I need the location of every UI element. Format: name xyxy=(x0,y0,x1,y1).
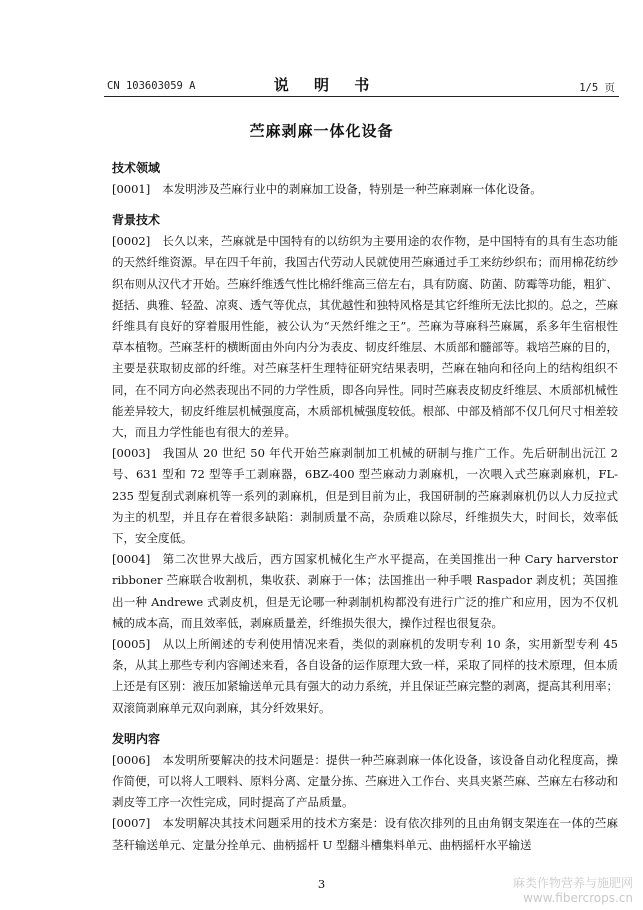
paragraph xyxy=(112,231,618,443)
paragraph-text: 我国从 20 世纪 50 年代开始苎麻剥制加工机械的研制与推广工作。先后研制出沅江 2 号、631 型和 72 型等手工剥麻器，6BZ-400 型苎麻动力剥麻机，一次喂入式苎麻剥麻机，FL-235 型复刮式剥麻机等一系列的剥麻机，但是到目前为止，我国研制的苎麻剥麻机仍以人力反拉式为主的机型，并且存在着很多缺陷：剥制质量不高，杂质难以除尽，纤维损失大，时间长，效率低下，安全度低。 xyxy=(112,446,618,546)
paragraph-text: 长久以来，苎麻就是中国特有的以纺织为主要用途的农作物，是中国特有的具有生态功能的天然纤维资源。早在四千年前，我国古代劳动人民就使用苎麻通过手工来纺纱织布；而用棉花纺纱织布则从汉代才开始。苎麻纤维透气性比棉纤维高三倍左右，具有防腐、防菌、防霉等功能，粗犷、挺括、典雅、轻盈、凉爽、透气等优点，其优越性和独特风格是其它纤维所无法比拟的。总之，苎麻纤维具有良好的穿着服用性能，被公认为“天然纤维之王”。苎麻为荨麻科苎麻属，系多年生宿根性草本植物。苎麻茎杆的横断面由外向内分为表皮、韧皮纤维层、木质部和髓部等。栽培苎麻的目的，主要是获取韧皮部的纤维。对苎麻茎杆生理特征研究结果表明，苎麻在轴向和径向上的结构组织不同，在不同方向必然表现出不同的力学性质，即各向异性。同时苎麻表皮韧皮纤维层、木质部机械性能差异较大，韧皮纤维层机械强度高，木质部机械强度较低。根部、中部及梢部不仅几何尺寸相差较大，而且力学性能也有很大的差异。 xyxy=(112,234,618,440)
paragraph-number: [0007] xyxy=(112,816,151,831)
site-watermark xyxy=(513,876,633,906)
paragraph-number: [0003] xyxy=(112,446,151,461)
paragraph xyxy=(112,634,618,719)
document-title: 苎麻剥麻一体化设备 xyxy=(249,122,394,140)
watermark-url: www.fibercrops.cn xyxy=(523,891,633,905)
paragraph xyxy=(112,750,618,814)
publication-number: CN 103603059 A xyxy=(107,80,196,92)
page-number: 3 xyxy=(317,877,326,891)
document-body xyxy=(112,158,618,856)
paragraph xyxy=(112,179,618,200)
section-heading: 背景技术 xyxy=(112,213,161,228)
paragraph-number: [0006] xyxy=(112,752,151,767)
section-heading: 发明内容 xyxy=(112,731,161,746)
header-rule xyxy=(104,96,619,97)
page-of-indicator: 1/5 页 xyxy=(579,82,615,94)
paragraph-text: 从以上所阐述的专利使用情况来看，类似的剥麻机的发明专利 10 条，实用新型专利 45 条，从其上那些专利内容阐述来看，各自设备的运作原理大致一样，采取了同样的技术原理，但本质上还是有区别：液压加紧输送单元具有强大的动力系统，并且保证苎麻完整的剥离，提高其利用率；双滚筒剥麻单元双向剥麻，其分纤效果好。 xyxy=(112,637,618,715)
paragraph-text: 第二次世界大战后，西方国家机械化生产水平提高，在美国推出一种 Cary harverstor ribboner 苎麻联合收割机，集收获、剥麻于一体；法国推出一种手喂 Raspador 剥皮机；英国推出一种 Andrewe 式剥皮机，但是无论哪一种剥制机构都没有进行广泛的推广和应用，因为不仅机械的成本高，而且效率低，剥麻质量差，纤维损失很大，操作过程也很复杂。 xyxy=(112,552,618,630)
paragraph-text: 本发明解决其技术问题采用的技术方案是：设有依次排列的且由角钢支架连在一体的苎麻茎秆输送单元、定量分拴单元、曲柄摇杆 U 型翻斗槽集料单元、曲柄摇杆水平输送 xyxy=(112,816,618,852)
paragraph-text: 本发明涉及苎麻行业中的剥麻加工设备，特别是一种苎麻剥麻一体化设备。 xyxy=(162,182,542,196)
paragraph xyxy=(112,443,618,549)
paragraph-number: [0002] xyxy=(112,234,151,249)
paragraph-text: 本发明所要解决的技术问题是：提供一种苎麻剥麻一体化设备，该设备自动化程度高，操作简便，可以将人工喂料、原料分离、定量分拣、苎麻进入工作台、夹具夹紧苎麻、苎麻左右移动和剥皮等工序一次性完成，同时提高了产品质量。 xyxy=(112,752,618,810)
section-heading: 技术领域 xyxy=(112,161,161,175)
paragraph-number: [0004] xyxy=(112,552,151,567)
paragraph-number: [0001] xyxy=(112,182,151,196)
document-type-label: 说 明 书 xyxy=(273,76,380,94)
paragraph xyxy=(112,549,618,634)
paragraph xyxy=(112,813,618,855)
watermark-site-name: 麻类作物营养与施肥网 xyxy=(512,876,633,890)
paragraph-number: [0005] xyxy=(112,637,151,652)
